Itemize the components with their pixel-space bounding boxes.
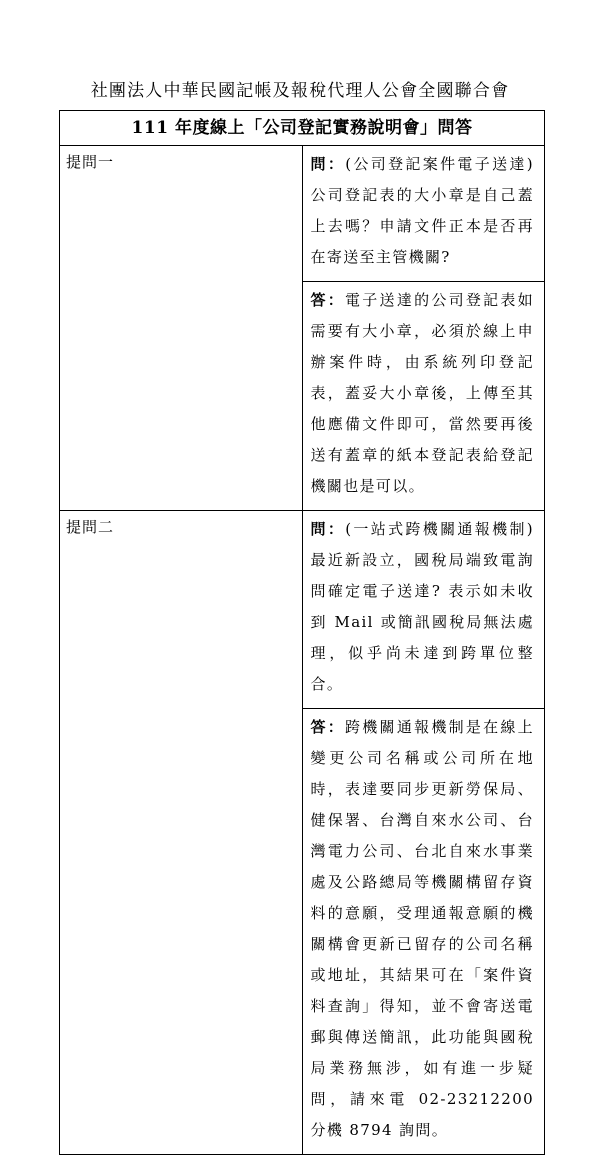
- question-row: [60, 511, 545, 709]
- question-text-cell: [302, 511, 545, 709]
- table-title: 111 年度線上「公司登記實務說明會」問答: [60, 111, 545, 146]
- answer-text: 跨機關通報機制是在線上變更公司名稱或公司所在地時，表達要同步更新勞保局、健保署、台灣自來水公司、台灣電力公司、台北自來水事業處及公路總局等機關構留存資料的意願，受理通報意願的機關構會更新已留存的公司名稱或地址，其結果可在「案件資料查詢」得知，並不會寄送電郵與傳送簡訊，此功能與國稅局業務無涉，如有進一步疑問，請來電 02-23212200 分機 8794 詢問。: [310, 718, 534, 1139]
- question-label: 提問一: [60, 146, 303, 511]
- question-row: [60, 146, 545, 282]
- answer-text-cell: [302, 282, 545, 511]
- question-tag: 問：: [310, 155, 346, 173]
- question-text-cell: [302, 146, 545, 282]
- question-text: (一站式跨機關通報機制)最近新設立，國稅局端致電詢問確定電子送達? 表示如未收到 Mail 或簡訊國稅局無法處理，似乎尚未達到跨單位整合。: [310, 520, 535, 693]
- question-text: (公司登記案件電子送達) 公司登記表的大小章是自己蓋上去嗎？申請文件正本是否再在寄送至主管機關?: [310, 155, 535, 266]
- answer-text: 電子送達的公司登記表如需要有大小章，必須於線上申辦案件時，由系統列印登記表，蓋妥大小章後，上傳至其他應備文件即可，當然要再後送有蓋章的紙本登記表給登記機關也是可以。: [310, 291, 534, 495]
- question-label: 提問二: [60, 511, 303, 1155]
- answer-tag: 答：: [310, 718, 346, 736]
- question-tag: 問：: [310, 520, 346, 538]
- answer-tag: 答：: [310, 291, 346, 309]
- table-title-row: [60, 111, 545, 146]
- organization-title: 社團法人中華民國記帳及報稅代理人公會全國聯合會: [90, 81, 510, 101]
- answer-text-cell: [302, 709, 545, 1155]
- qa-table: [59, 110, 545, 1155]
